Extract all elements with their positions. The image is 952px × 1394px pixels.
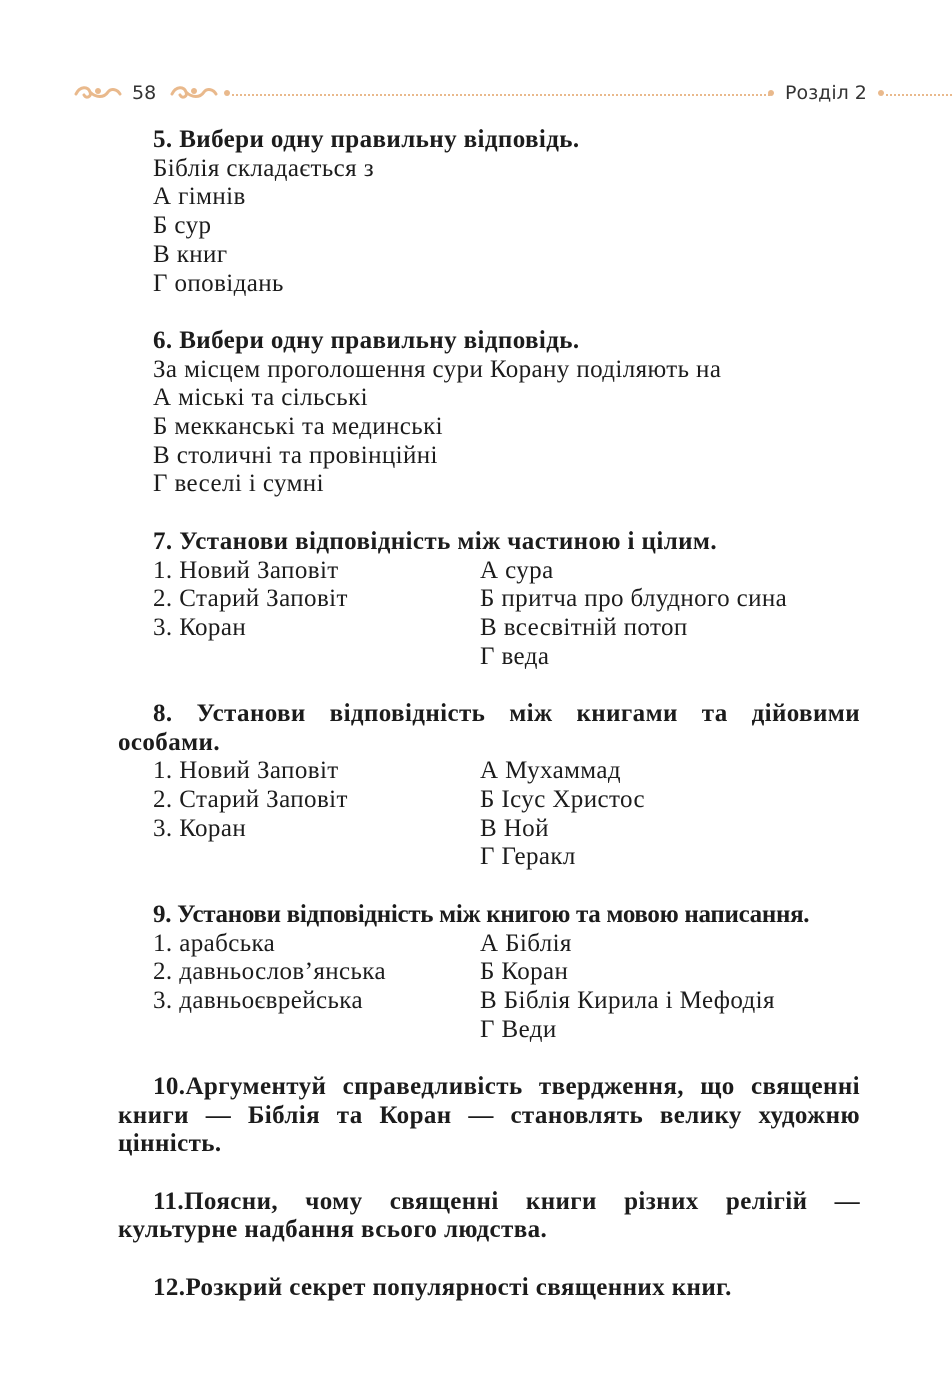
matching-item: А сура bbox=[480, 556, 554, 584]
task-7 bbox=[118, 528, 860, 671]
task-number: 6. bbox=[153, 326, 173, 354]
matching-table bbox=[118, 930, 860, 1045]
matching-item: В Біблія Кирила і Мефодія bbox=[480, 986, 775, 1014]
task-number: 5. bbox=[153, 126, 173, 153]
matching-item: Б Коран bbox=[480, 958, 569, 986]
task-9 bbox=[118, 901, 860, 1044]
matching-item: А Мухаммад bbox=[480, 757, 621, 785]
task-question: За місцем проголошення сури Корану поділяють на bbox=[153, 355, 722, 383]
task-number: 8. bbox=[153, 699, 173, 727]
matching-item: 2. Старий Заповіт bbox=[153, 786, 348, 814]
matching-table bbox=[118, 557, 860, 672]
matching-right-column bbox=[480, 930, 860, 1045]
matching-left-column bbox=[153, 757, 480, 872]
matching-item: В всесвітній потоп bbox=[480, 613, 688, 641]
matching-item: 1. Новий Заповіт bbox=[153, 757, 339, 785]
task-12 bbox=[118, 1274, 860, 1303]
matching-left-column bbox=[153, 557, 480, 672]
page-number: 58 bbox=[132, 82, 157, 104]
task-number: 11. bbox=[153, 1187, 185, 1215]
task-title: 9. Установи відповідність між книгою та мовою написання. bbox=[153, 900, 810, 928]
matching-item: 1. арабська bbox=[153, 929, 276, 957]
task-title: 12.Розкрий секрет популярності священних книг. bbox=[153, 1273, 732, 1301]
answer-option: Б сур bbox=[153, 212, 212, 240]
task-title: 8. Установи відповідність між книгами та дійовими особами. bbox=[118, 699, 860, 756]
matching-item: А Біблія bbox=[480, 929, 572, 957]
task-6 bbox=[118, 327, 860, 499]
page-header bbox=[0, 76, 952, 112]
task-10 bbox=[118, 1073, 860, 1159]
matching-item: 3. Коран bbox=[153, 814, 247, 842]
answer-option: В столичні та провінційні bbox=[153, 441, 438, 469]
matching-item: Б притча про блудного сина bbox=[480, 585, 788, 613]
task-11 bbox=[118, 1188, 860, 1245]
matching-item: 2. Старий Заповіт bbox=[153, 585, 348, 613]
task-number: 9. bbox=[153, 900, 172, 928]
matching-left-column bbox=[153, 930, 480, 1045]
matching-item: Г Геракл bbox=[480, 843, 576, 871]
rule-dot bbox=[224, 90, 230, 96]
matching-item: 3. давньоєврейська bbox=[153, 986, 363, 1014]
task-title: 10.Аргументуй справедливість твердження, що священні книги — Біблія та Коран — становлять велику художню цінність. bbox=[118, 1072, 860, 1158]
answer-option: А міські та сільські bbox=[153, 384, 368, 412]
task-title: 11.Поясни, чому священні книги різних релігій — культурне надбання всього людства. bbox=[118, 1187, 860, 1244]
page-content bbox=[118, 126, 860, 1331]
task-title: 6. Вибери одну правильну відповідь. bbox=[153, 326, 580, 354]
task-number: 12. bbox=[153, 1273, 186, 1301]
task-number: 7. bbox=[153, 527, 173, 555]
header-rule-right bbox=[886, 94, 952, 96]
rule-dot bbox=[878, 90, 884, 96]
answer-option: Б мекканські та мединські bbox=[153, 413, 443, 441]
matching-item: В Ной bbox=[480, 814, 549, 842]
answer-option: А гімнів bbox=[153, 183, 246, 211]
matching-item: 2. давньослов’янська bbox=[153, 958, 386, 986]
task-question: Біблія складається з bbox=[153, 154, 374, 182]
left-ornament-icon bbox=[74, 82, 122, 104]
answer-option: Г веселі і сумні bbox=[153, 470, 324, 498]
section-label: Розділ 2 bbox=[785, 82, 867, 104]
matching-table bbox=[118, 757, 860, 872]
matching-item: Б Ісус Христос bbox=[480, 786, 645, 814]
answer-option: В книг bbox=[153, 240, 228, 268]
matching-item: 3. Коран bbox=[153, 613, 247, 641]
matching-item: Г веда bbox=[480, 642, 550, 670]
matching-right-column bbox=[480, 557, 860, 672]
answer-option: Г оповідань bbox=[153, 269, 284, 297]
right-ornament-icon bbox=[170, 82, 218, 104]
task-8 bbox=[118, 700, 860, 872]
matching-item: Г Веди bbox=[480, 1015, 557, 1043]
task-5 bbox=[118, 126, 860, 298]
header-rule bbox=[232, 94, 770, 96]
task-title: 5. Вибери одну правильну відповідь. bbox=[153, 126, 580, 153]
matching-right-column bbox=[480, 757, 860, 872]
matching-item: 1. Новий Заповіт bbox=[153, 556, 339, 584]
rule-dot bbox=[768, 90, 774, 96]
task-number: 10. bbox=[153, 1072, 186, 1100]
task-title: 7. Установи відповідність між частиною і цілим. bbox=[153, 527, 717, 555]
